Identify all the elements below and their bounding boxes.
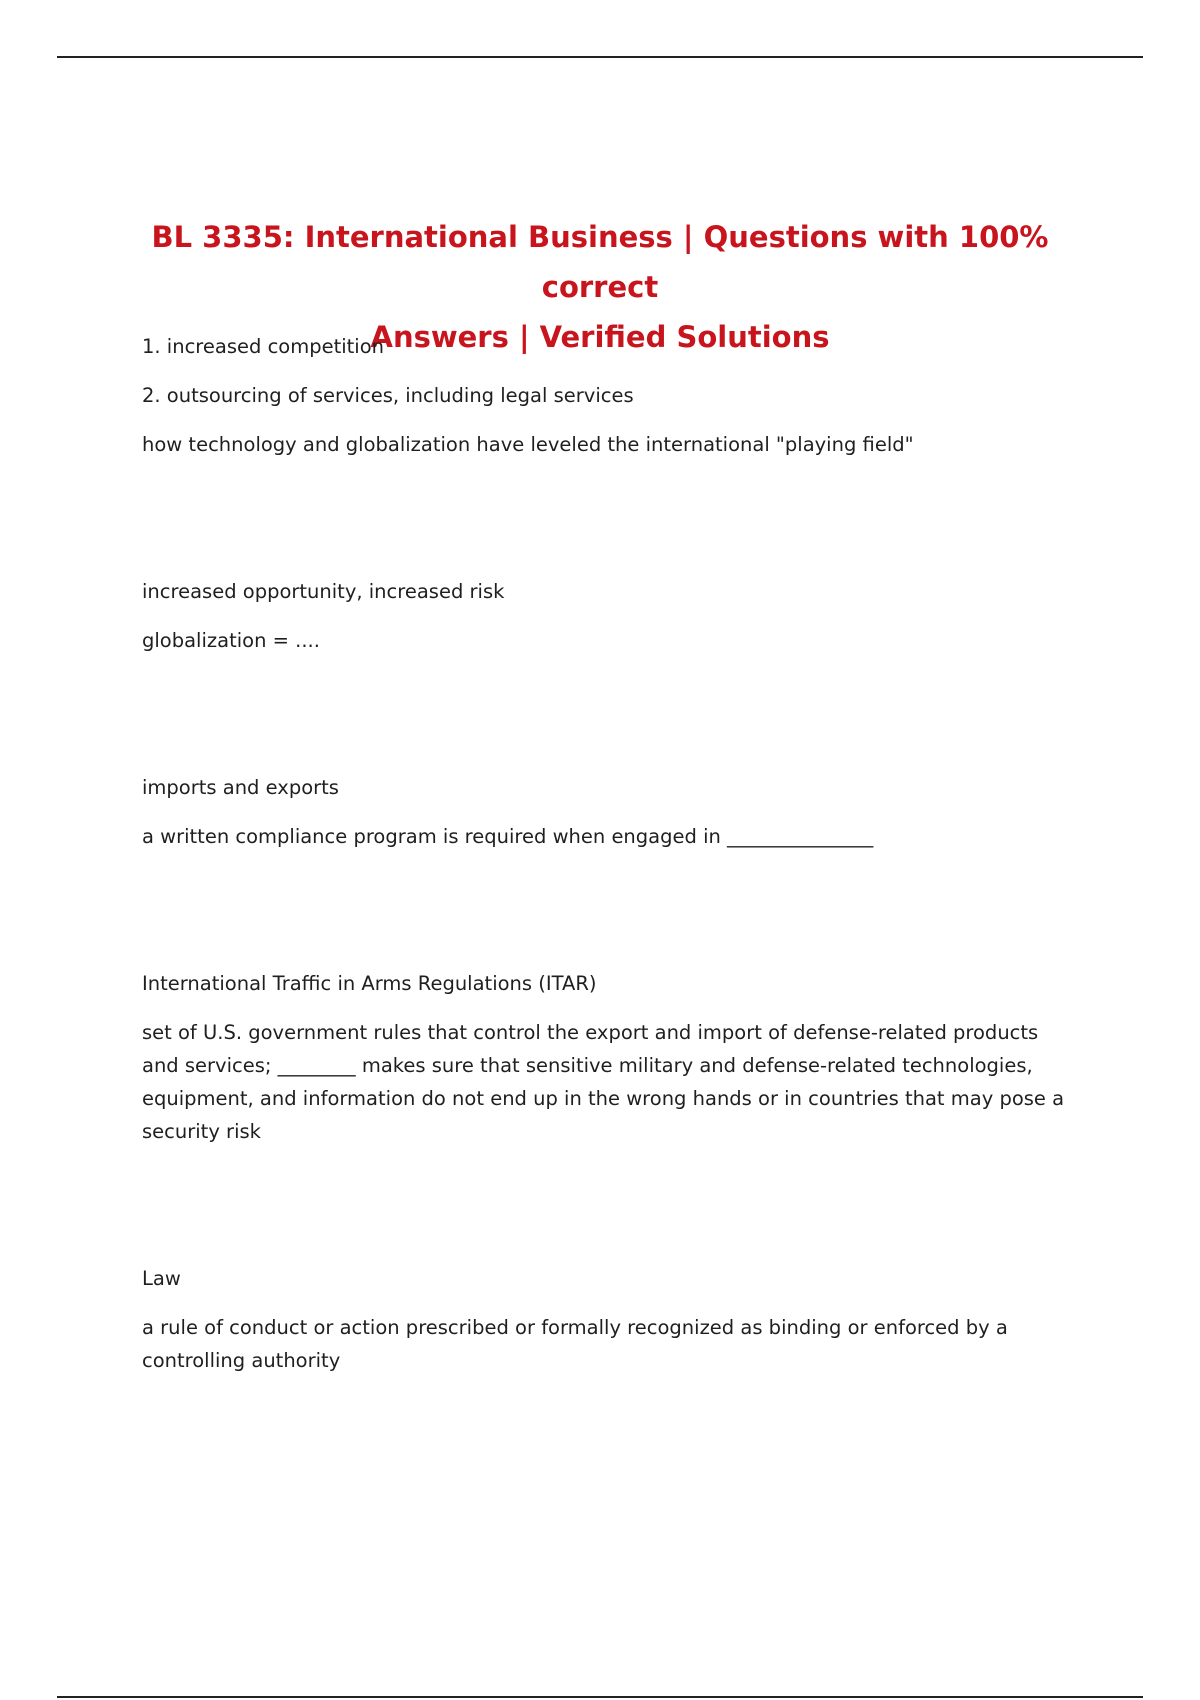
title-line-2: Answers | Verified Solutions xyxy=(370,320,830,354)
question-line: globalization = .... xyxy=(142,629,320,652)
answer-line: Law xyxy=(142,1267,181,1290)
header-rule xyxy=(57,56,1143,58)
answer-line: increased opportunity, increased risk xyxy=(142,580,505,603)
question-line: a rule of conduct or action prescribed or formally recognized as binding or enforced by a controlling authority xyxy=(142,1316,1008,1372)
answer-line: International Traffic in Arms Regulations (ITAR) xyxy=(142,972,597,995)
answer-line: 2. outsourcing of services, including legal services xyxy=(142,384,634,407)
question-line: a written compliance program is required when engaged in _______________ xyxy=(142,825,874,848)
question-line: set of U.S. government rules that control the export and import of defense-related products and services; ________ makes sure that sensitive military and defense-related technologies, equipment, and information do not end up in the wrong hands or in countries that may pose a security risk xyxy=(142,1021,1065,1143)
title-line-1: BL 3335: International Business | Questions with 100% correct xyxy=(151,220,1049,304)
question-line: how technology and globalization have leveled the international "playing field" xyxy=(142,433,914,456)
answer-line: imports and exports xyxy=(142,776,339,799)
answer-line: 1. increased competition xyxy=(142,335,385,358)
footer-rule xyxy=(57,1696,1143,1698)
